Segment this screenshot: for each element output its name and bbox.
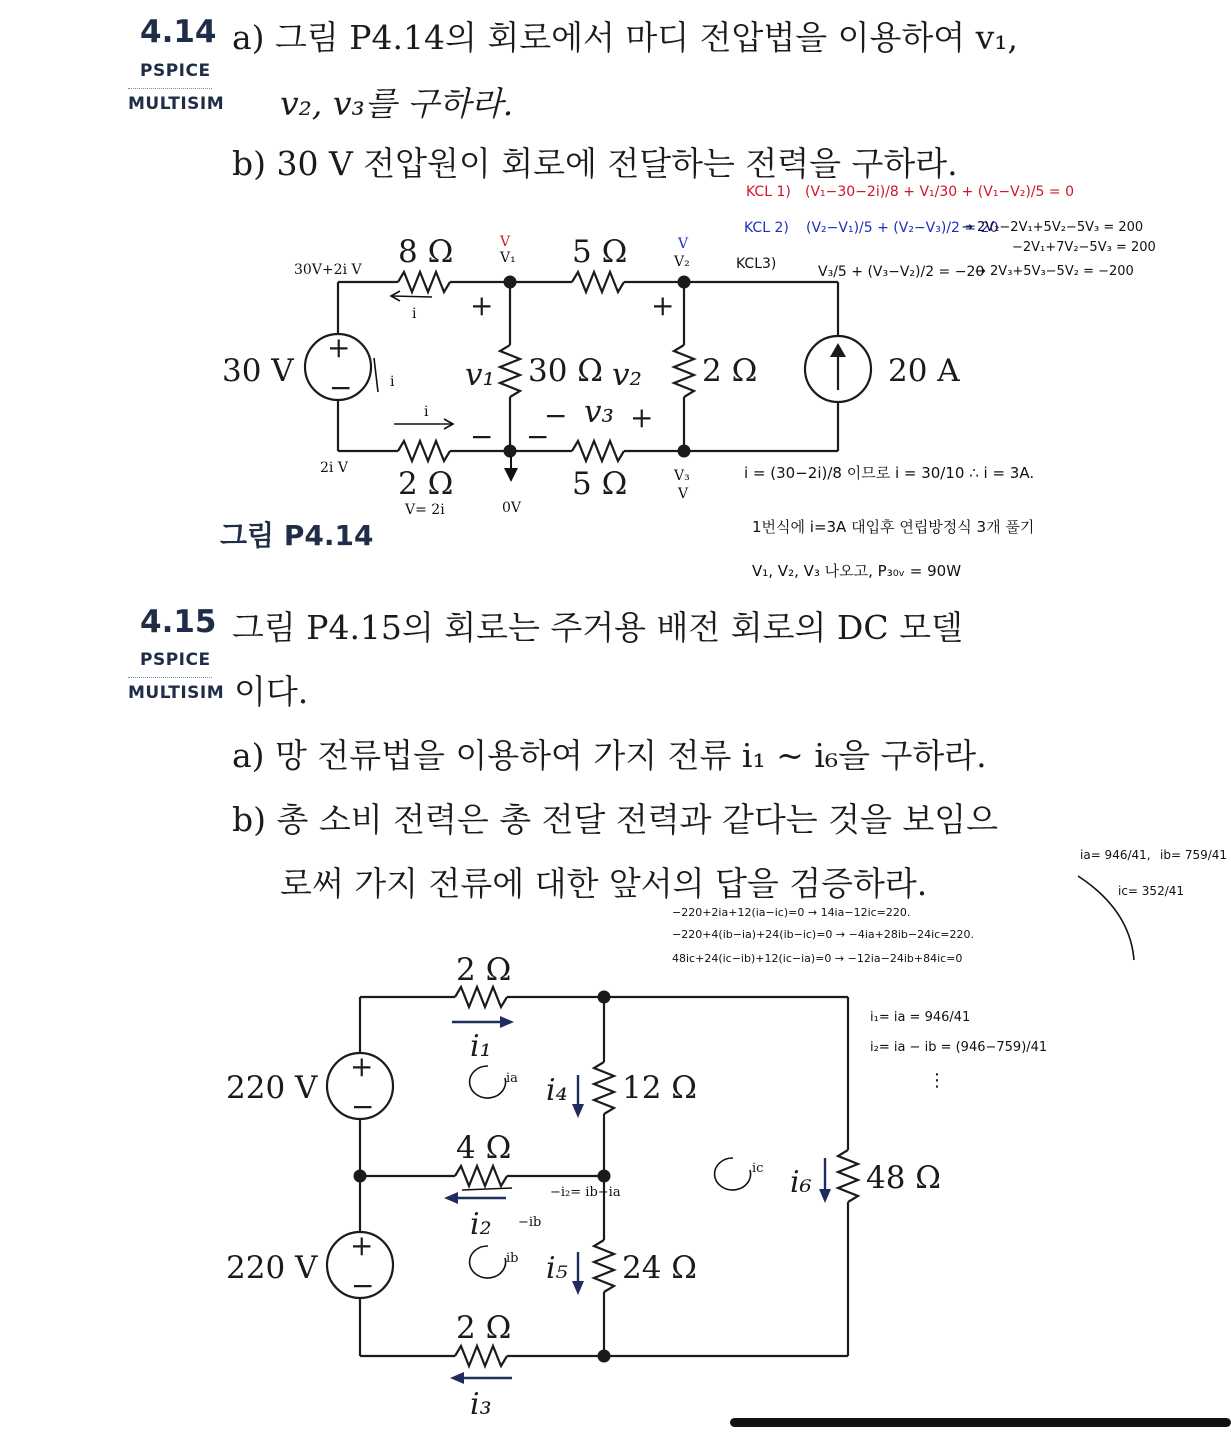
question-line-a: a) 망 전류법을 이용하여 가지 전류 i₁ ~ i₆을 구하라.	[232, 736, 987, 775]
label-i2: i₂	[470, 1207, 492, 1242]
v3-minus: −	[544, 399, 568, 432]
label-i6: i₆	[790, 1165, 812, 1200]
src-bottom-plus: +	[350, 1229, 374, 1262]
hw-v-eq-2i: V= 2i	[405, 502, 445, 518]
circuit-p414	[0, 0, 1231, 600]
hw-node-v3-sub: V	[678, 486, 689, 502]
hw-eq1: −220+2ia+12(ia−ic)=0 → 14ia−12ic=220.	[672, 906, 911, 919]
hw-current-top: i	[412, 306, 417, 322]
hw-left-top: 30V+2i V	[294, 262, 362, 278]
hw-kcl3-rhs: → 2V₃+5V₃−5V₂ = −200	[975, 264, 1134, 279]
label-i5: i₅	[546, 1251, 568, 1286]
hw-current-mid: i	[424, 404, 429, 420]
hw-kcl2-label: KCL 2)	[744, 220, 789, 236]
resistor-2ohm-mid	[674, 345, 694, 397]
question-line-b2: 로써 가지 전류에 대한 앞서의 답을 검증하라.	[280, 864, 928, 903]
hw-sol-ia: ia= 946/41,	[1080, 848, 1151, 862]
src-minus: −	[329, 371, 353, 404]
hw-kcl2-rhs2: −2V₁+7V₂−5V₃ = 200	[1012, 240, 1156, 255]
hw-sol-ic: ic= 352/41	[1118, 884, 1185, 898]
resistor-5ohm-top	[572, 272, 624, 292]
hw-mesh-c: ic	[752, 1161, 764, 1176]
src-bottom-minus: −	[351, 1269, 375, 1302]
label-20a: 20 A	[888, 353, 960, 389]
hw-zero-v: 0V	[502, 500, 522, 516]
resistor-5ohm-bottom	[572, 441, 624, 461]
hw-mid-note: −i₂= ib−ia	[550, 1185, 621, 1200]
hw-note1: 1번식에 i=3A 대입후 연립방정식 3개 풀기	[752, 518, 1035, 536]
question-line-b1: b) 총 소비 전력은 총 전달 전력과 같다는 것을 보임으	[232, 800, 998, 839]
circuit-p415	[0, 900, 1231, 1420]
hw-node-v1-sub: V₁	[500, 250, 516, 266]
resistor-4ohm	[455, 1166, 507, 1186]
hw-i1-eq: i₁= ia = 946/41	[870, 1010, 971, 1025]
label-220v-top: 220 V	[226, 1070, 318, 1106]
home-indicator[interactable]	[730, 1418, 1231, 1427]
hw-i-eq: i = (30−2i)/8 이므로 i = 30/10 ∴ i = 3A.	[744, 464, 1035, 482]
hw-kcl3-eq: V₃/5 + (V₃−V₂)/2 = −20	[818, 264, 985, 280]
hw-note2: V₁, V₂, V₃ 나오고, P₃₀ᵥ = 90W	[752, 562, 962, 580]
hw-node-v2: V	[678, 236, 689, 252]
label-2ohm-mid: 2 Ω	[702, 353, 758, 389]
src-top-minus: −	[351, 1090, 375, 1123]
resistor-30ohm	[500, 345, 520, 397]
hw-left-bottom: 2i V	[320, 460, 348, 476]
label-24ohm: 24 Ω	[622, 1250, 698, 1286]
resistor-48ohm	[838, 1150, 858, 1202]
label-30ohm: 30 Ω	[528, 353, 604, 389]
label-2ohm-bottom: 2 Ω	[398, 466, 454, 502]
hw-kcl3-label: KCL3)	[736, 256, 777, 272]
label-i3: i₃	[470, 1387, 492, 1420]
label-2ohm-bottom: 2 Ω	[456, 1310, 512, 1346]
hw-kcl1-label: KCL 1)	[746, 184, 791, 200]
hw-eq2: −220+4(ib−ia)+24(ib−ic)=0 → −4ia+28ib−24ic=220.	[672, 928, 974, 941]
label-12ohm: 12 Ω	[622, 1070, 698, 1106]
hw-kcl2-rhs1: → 2V₂−2V₁+5V₂−5V₃ = 200	[962, 220, 1144, 235]
hw-bracket	[1070, 870, 1150, 970]
v3-plus: +	[630, 401, 654, 434]
label-5ohm-top: 5 Ω	[572, 234, 628, 270]
hw-node-v3: V₃	[674, 468, 690, 484]
resistor-12ohm	[594, 1062, 614, 1114]
hw-mesh-b: ib	[506, 1251, 519, 1266]
label-v2: v₂	[612, 357, 642, 393]
resistor-2ohm-top	[455, 987, 507, 1007]
label-v3: v₃	[584, 394, 614, 430]
hw-i2-eq: i₂= ia − ib = (946−759)/41	[870, 1040, 1048, 1055]
v2-plus: +	[651, 289, 675, 322]
hw-kcl1-eq: (V₁−30−2i)/8 + V₁/30 + (V₁−V₂)/5 = 0	[805, 184, 1074, 200]
hw-minus-ib: −ib	[518, 1215, 542, 1230]
pspice-tag: PSPICE	[140, 650, 211, 670]
label-2ohm-top: 2 Ω	[456, 952, 512, 988]
hw-kcl2-eq: (V₂−V₁)/5 + (V₂−V₃)/2 = 20	[806, 220, 999, 236]
hw-mesh-a: ia	[506, 1071, 518, 1086]
hw-eq3: 48ic+24(ic−ib)+12(ic−ia)=0 → −12ia−24ib+84ic=0	[672, 952, 963, 965]
hw-node-v1: V	[500, 234, 511, 250]
resistor-24ohm	[594, 1240, 614, 1292]
question-line-2: 이다.	[234, 672, 309, 711]
hw-dots: ⋮	[928, 1070, 946, 1091]
label-8ohm: 8 Ω	[398, 234, 454, 270]
question-line-a1: a) 그림 P4.14의 회로에서 마디 전압법을 이용하여 v₁,	[232, 18, 1018, 57]
src-plus: +	[327, 331, 351, 364]
figure-caption: 그림 P4.14	[220, 519, 374, 552]
label-220v-bottom: 220 V	[226, 1250, 318, 1286]
label-v1: v₁	[465, 357, 495, 393]
hw-current-left: i	[390, 374, 395, 390]
multisim-tag: MULTISIM	[128, 94, 225, 114]
hw-sol-ib: ib= 759/41	[1160, 848, 1228, 862]
question-line-a2: v₂, v₃를 구하라.	[280, 84, 514, 123]
label-i4: i₄	[546, 1073, 568, 1108]
resistor-8ohm	[398, 272, 450, 292]
pspice-tag: PSPICE	[140, 61, 211, 81]
v2-minus: −	[526, 420, 550, 453]
src-top-plus: +	[350, 1050, 374, 1083]
hw-node-v2-sub: V₂	[674, 254, 690, 270]
resistor-2ohm-bottom	[455, 1346, 507, 1366]
question-line-1: 그림 P4.15의 회로는 주거용 배전 회로의 DC 모델	[232, 608, 963, 647]
resistor-2ohm-bottom	[398, 441, 450, 461]
v1-minus: −	[470, 420, 494, 453]
label-5ohm-bottom: 5 Ω	[572, 466, 628, 502]
label-48ohm: 48 Ω	[866, 1160, 942, 1196]
problem-number: 4.15	[140, 604, 217, 640]
question-line-b: b) 30 V 전압원이 회로에 전달하는 전력을 구하라.	[232, 144, 958, 183]
multisim-tag: MULTISIM	[128, 683, 225, 703]
problem-number: 4.14	[140, 14, 217, 50]
v1-plus: +	[470, 289, 494, 322]
label-i1: i₁	[470, 1029, 492, 1064]
label-30v: 30 V	[222, 353, 294, 389]
label-4ohm: 4 Ω	[456, 1130, 512, 1166]
